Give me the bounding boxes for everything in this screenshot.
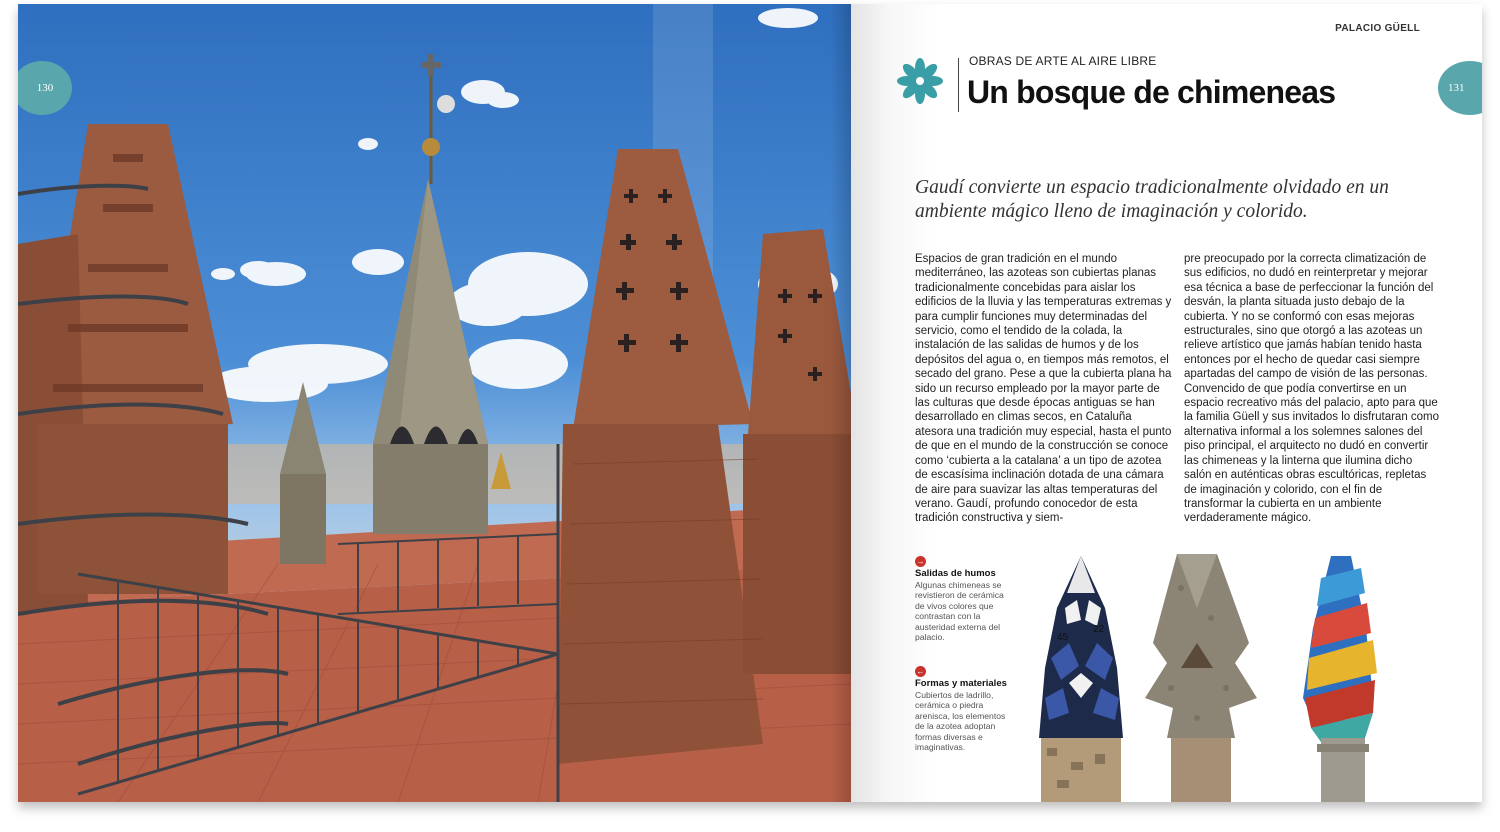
running-head: PALACIO GÜELL	[1335, 23, 1420, 34]
brick-chimney-left	[18, 124, 233, 614]
caption-salidas-de-humos	[915, 556, 1015, 643]
magazine-spread	[18, 4, 1482, 802]
article-kicker: OBRAS DE ARTE AL AIRE LIBRE	[969, 54, 1157, 68]
title-divider	[958, 58, 959, 112]
asterisk-ornament-icon	[895, 56, 945, 106]
caption-text: Cubiertos de ladrillo, cerámica o piedra arenisca, los elementos de la azotea adoptan formas diversas e imaginativas.	[915, 689, 1006, 753]
page-number-right: 131	[1438, 61, 1482, 115]
left-page-photo	[18, 4, 851, 802]
caption-formas-y-materiales	[915, 666, 1015, 753]
body-column-1: Espacios de gran tradición en el mundo mediterráneo, las azoteas son cubiertas planas tradicionalmente concebidas para aislar los edificios de la lluvia y las temperaturas extremas y para cumplir funciones muy determinadas del servicio, como el tendido de la colada, la instalación de las salidas de humos y de los depósitos del agua o, en tiempos más remotos, el secado del grano. Pese a que la cubierta plana ha sido un recurso empleado por la mayor parte de las culturas que desde épocas antiguas se han desarrollado en climas secos, en Cataluña atesora una tradición muy especial, hasta el punto de que en el mundo de la construcción se conoce como ‘cubierta a la catalana’ a un tipo de azotea de escasísima inclinación dotada de una cámara de aire para suavizar las altas temperaturas del verano. Gaudí, profundo conocedor de esta tradición constructiva y siem-	[915, 253, 1172, 525]
tile-number-22: 22	[1093, 624, 1105, 635]
colorful-spiral-chimney	[1303, 556, 1377, 802]
caption-title: Formas y materiales	[915, 678, 1007, 689]
caption-title: Salidas de humos	[915, 568, 996, 579]
caption-text: Algunas chimeneas se revistieron de cerámica de vivos colores que contrastan con la austeridad externa del palacio.	[915, 579, 1004, 643]
mosaic-chimney-blue	[1039, 556, 1123, 802]
rooftop-photo	[18, 4, 851, 802]
tile-number-45: 45	[1057, 632, 1069, 643]
right-page-text	[851, 4, 1482, 802]
page-number-left: 130	[18, 61, 72, 115]
arrow-right-icon: →	[916, 557, 925, 566]
chimney-photos	[1021, 548, 1461, 802]
article-lead: Gaudí convierte un espacio tradicionalmente olvidado en un ambiente mágico lleno de imaginación y colorido.	[915, 177, 1389, 222]
stone-chimney	[1145, 554, 1257, 802]
body-column-2: pre preocupado por la correcta climatización de sus edificios, no dudó en reinterpretar y mejorar esa técnica a base de perfeccionar la función del desván, la planta situada justo debajo de la cubierta. Y no se conformó con esas mejoras estructurales, sino que otorgó a las azoteas un relieve artístico que jamás habían tenido hasta entonces por el hecho de quedar casi siempre apartadas del campo de visión de las personas. Convencido de que podía convertirse en un espacio recreativo más del palacio, apto para que la familia Güell y sus invitados lo disfrutaran como alternativa informal a los solemnes salones del piso principal, el arquitecto no dudó en convertir las chimeneas y la linterna que ilumina dicho salón en auténticas obras escultóricas, repletas de imaginación y colorido, con el fin de transformar la cubierta en un ambiente verdaderamente mágico.	[1184, 253, 1440, 525]
article-title: Un bosque de chimeneas	[967, 74, 1336, 110]
arrow-left-icon: ←	[916, 667, 925, 676]
clouds	[208, 8, 838, 402]
